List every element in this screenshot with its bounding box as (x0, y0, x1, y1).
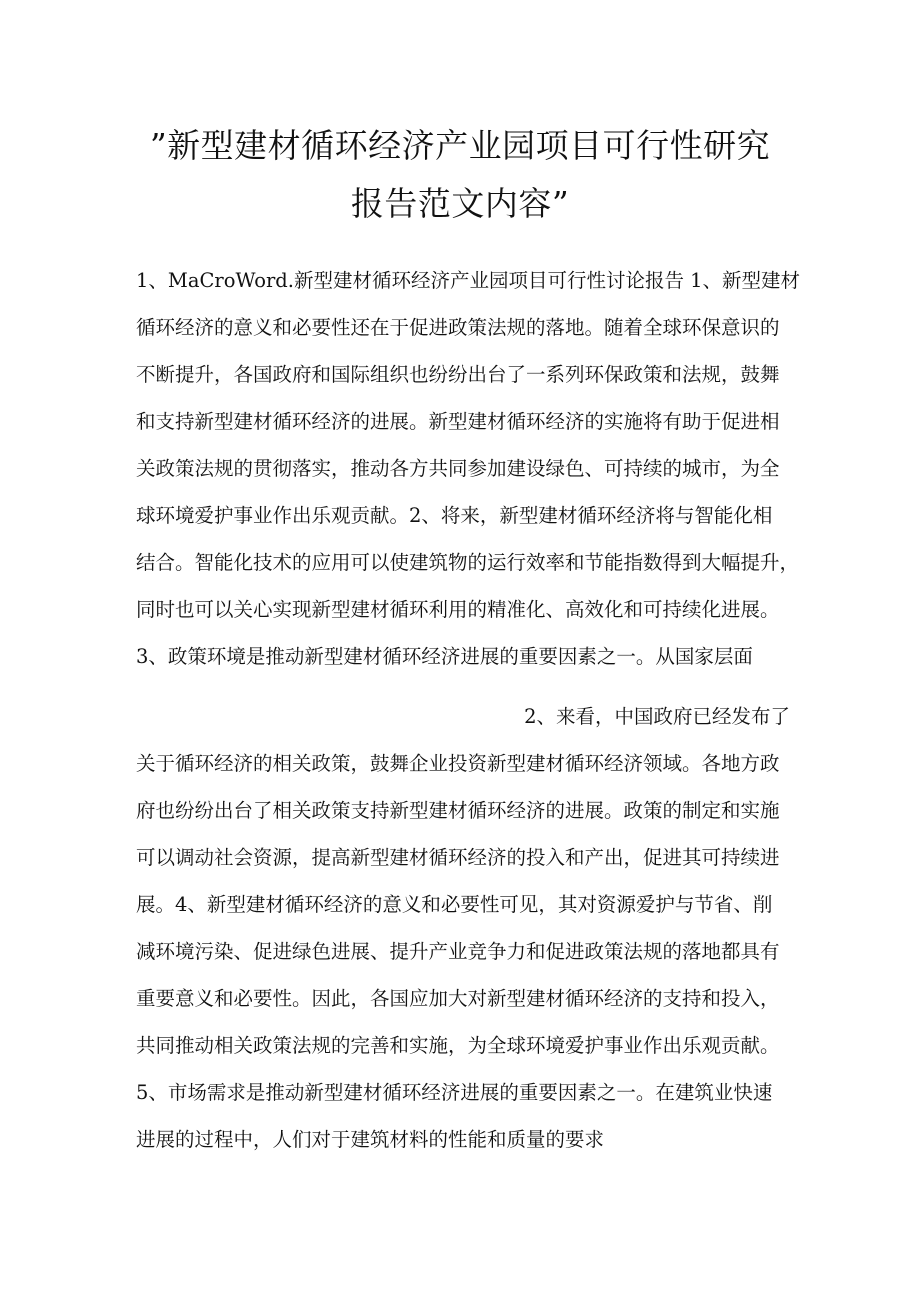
body-line-14: 展。4、新型建材循环经济的意义和必要性可见，其对资源爱护与节省、削 (136, 893, 773, 916)
body-line-5: 关政策法规的贯彻落实，推动各方共同参加建设绿色、可持续的城市，为全 (136, 457, 780, 480)
body-line-9: 3、政策环境是推动新型建材循环经济进展的重要因素之一。从国家层面 (136, 645, 753, 668)
body-line-16: 重要意义和必要性。因此，各国应加大对新型建材循环经济的支持和投入， (136, 987, 780, 1010)
body-line-4: 和支持新型建材循环经济的进展。新型建材循环经济的实施将有助于促进相 (136, 410, 780, 433)
body-line-1: 1、MaCroWord.新型建材循环经济产业园项目可行性讨论报告 1、新型建材 (136, 269, 801, 292)
body-line-17: 共同推动相关政策法规的完善和实施，为全球环境爱护事业作出乐观贡献。 (136, 1034, 780, 1057)
document-title-line-2: 报告范文内容” (350, 184, 570, 223)
body-line-10: 2、来看，中国政府已经发布了 (524, 705, 790, 728)
body-line-8: 同时也可以关心实现新型建材循环利用的精准化、高效化和可持续化进展。 (136, 598, 780, 621)
body-line-7: 结合。智能化技术的应用可以使建筑物的运行效率和节能指数得到大幅提升， (136, 551, 800, 574)
body-line-11: 关于循环经济的相关政策，鼓舞企业投资新型建材循环经济领域。各地方政 (136, 752, 780, 775)
body-line-18: 5、市场需求是推动新型建材循环经济进展的重要因素之一。在建筑业快速 (136, 1081, 773, 1104)
document-title-line-1: ”新型建材循环经济产业园项目可行性研究 (149, 126, 771, 165)
body-line-13: 可以调动社会资源，提高新型建材循环经济的投入和产出，促进其可持续进 (136, 846, 780, 869)
body-line-6: 球环境爱护事业作出乐观贡献。2、将来，新型建材循环经济将与智能化相 (136, 504, 773, 527)
body-line-15: 减环境污染、促进绿色进展、提升产业竞争力和促进政策法规的落地都具有 (136, 940, 780, 963)
body-line-19: 进展的过程中，人们对于建筑材料的性能和质量的要求 (136, 1128, 605, 1151)
body-line-2: 循环经济的意义和必要性还在于促进政策法规的落地。随着全球环保意识的 (136, 316, 780, 339)
body-line-3: 不断提升，各国政府和国际组织也纷纷出台了一系列环保政策和法规，鼓舞 (136, 363, 780, 386)
body-line-12: 府也纷纷出台了相关政策支持新型建材循环经济的进展。政策的制定和实施 (136, 799, 780, 822)
